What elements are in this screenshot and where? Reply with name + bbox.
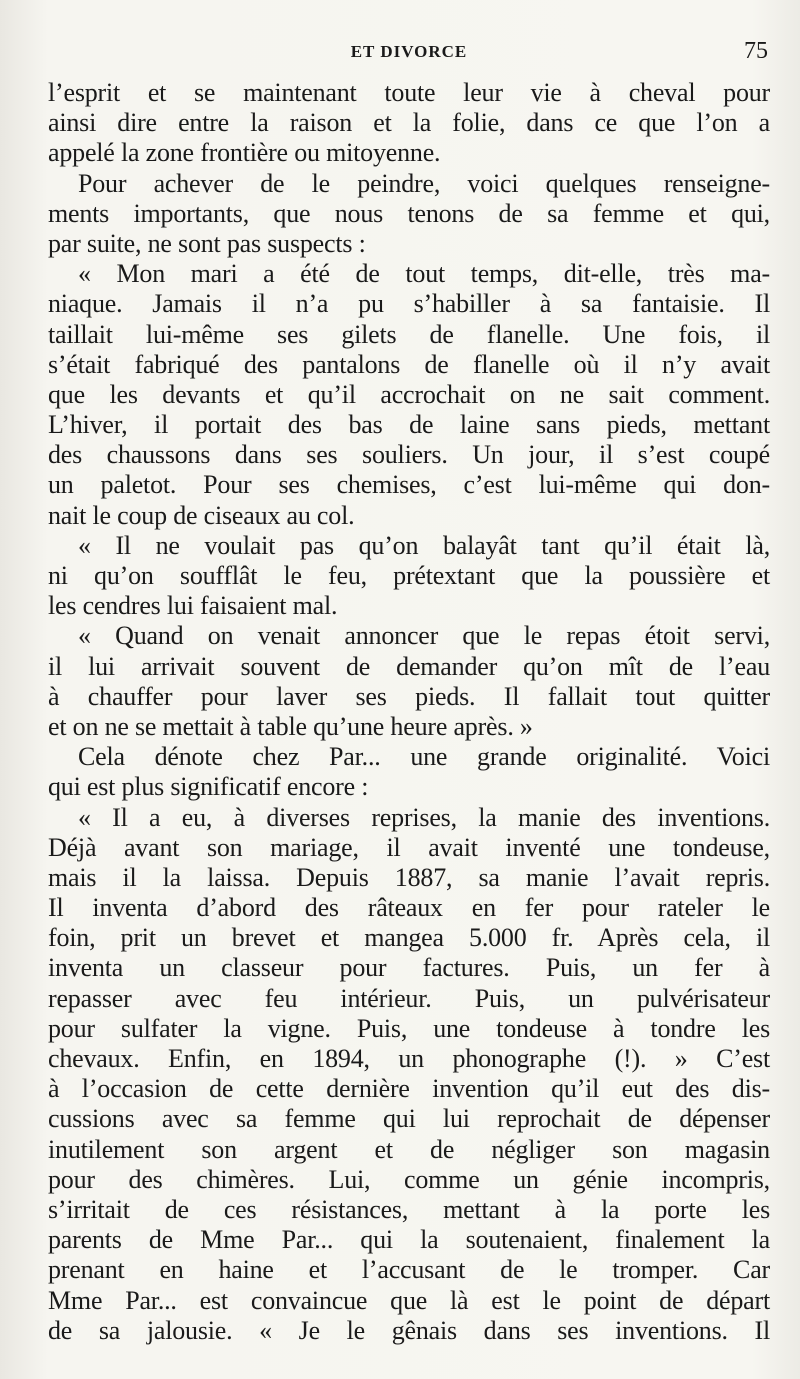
page-number: 75 <box>744 38 768 64</box>
text-line: chevaux. Enfin, en 1894, un phonographe (!). » C’est <box>48 1044 770 1073</box>
text-line: l’esprit et se maintenant toute leur vie à cheval pour <box>48 78 770 107</box>
text-line: Cela dénote chez Par... une grande originalité. Voici <box>78 742 770 772</box>
text-line: taillait lui-même ses gilets de flanelle. Une fois, il <box>48 319 770 349</box>
text-line: mais il la laissa. Depuis 1887, sa manie l’avait repris. <box>48 862 770 892</box>
running-head <box>48 34 770 78</box>
text-line: foin, prit un brevet et mangea 5.000 fr. Après cela, il <box>48 923 770 953</box>
text-line: niaque. Jamais il n’a pu s’habiller à sa fantaisie. Il <box>48 289 770 319</box>
text-line: « Mon mari a été de tout temps, dit-elle, très ma- <box>78 259 770 289</box>
text-line: ainsi dire entre la raison et la folie, dans ce que l’on a <box>48 108 770 138</box>
text-line: à l’occasion de cette dernière invention qu’il eut des dis- <box>48 1074 770 1104</box>
text-line: pour des chimères. Lui, comme un génie incompris, <box>48 1164 770 1194</box>
text-line: inventa un classeur pour factures. Puis, un fer à <box>48 953 770 983</box>
text-line: appelé la zone frontière ou mitoyenne. <box>48 138 441 168</box>
text-line: que les devants et qu’il accrochait on ne sait comment. <box>48 379 770 409</box>
text-line: inutilement son argent et de négliger son magasin <box>48 1134 770 1164</box>
text-line: il lui arrivait souvent de demander qu’on mît de l’eau <box>48 651 770 681</box>
text-line: qui est plus significatif encore : <box>48 772 369 802</box>
text-line: « Il ne voulait pas qu’on balayât tant qu’il était là, <box>78 530 770 560</box>
body-text <box>48 78 770 1346</box>
text-line: à chauffer pour laver ses pieds. Il fallait tout quitter <box>48 681 770 711</box>
text-line: cussions avec sa femme qui lui reprochait de dépenser <box>48 1104 770 1134</box>
text-line: Pour achever de le peindre, voici quelques renseigne- <box>78 168 770 198</box>
running-title: ET DIVORCE <box>350 42 468 61</box>
text-line: par suite, ne sont pas suspects : <box>48 228 366 258</box>
text-line: et on ne se mettait à table qu’une heure après. » <box>48 711 533 741</box>
text-line: prenant en haine et l’accusant de le tromper. Car <box>48 1255 770 1285</box>
text-line: Mme Par... est convaincue que là est le point de départ <box>48 1285 770 1315</box>
text-line: repasser avec feu intérieur. Puis, un pulvérisateur <box>48 983 770 1013</box>
text-line: pour sulfater la vigne. Puis, une tondeuse à tondre les <box>48 1013 770 1043</box>
text-line: Déjà avant son mariage, il avait inventé une tondeuse, <box>48 832 770 862</box>
text-line: s’était fabriqué des pantalons de flanelle où il n’y avait <box>48 349 770 379</box>
text-line: un paletot. Pour ses chemises, c’est lui-même qui don- <box>48 470 770 500</box>
text-line: « Il a eu, à diverses reprises, la manie des inventions. <box>78 802 770 832</box>
text-line: s’irritait de ces résistances, mettant à la porte les <box>48 1194 770 1224</box>
text-line: nait le coup de ciseaux au col. <box>48 500 355 530</box>
text-line: L’hiver, il portait des bas de laine sans pieds, mettant <box>48 410 770 440</box>
text-line: Il inventa d’abord des râteaux en fer pour rateler le <box>48 893 770 923</box>
text-line: les cendres lui faisaient mal. <box>48 591 338 621</box>
text-line: parents de Mme Par... qui la soutenaient, finalement la <box>48 1225 770 1255</box>
text-line: ni qu’on soufflât le feu, prétextant que la poussière et <box>48 561 770 590</box>
text-line: « Quand on venait annoncer que le repas étoit servi, <box>78 621 770 651</box>
text-line: des chaussons dans ses souliers. Un jour, il s’est coupé <box>48 440 770 470</box>
text-line: ments importants, que nous tenons de sa femme et qui, <box>48 198 770 228</box>
text-line: de sa jalousie. « Je le gênais dans ses inventions. Il <box>48 1315 770 1345</box>
